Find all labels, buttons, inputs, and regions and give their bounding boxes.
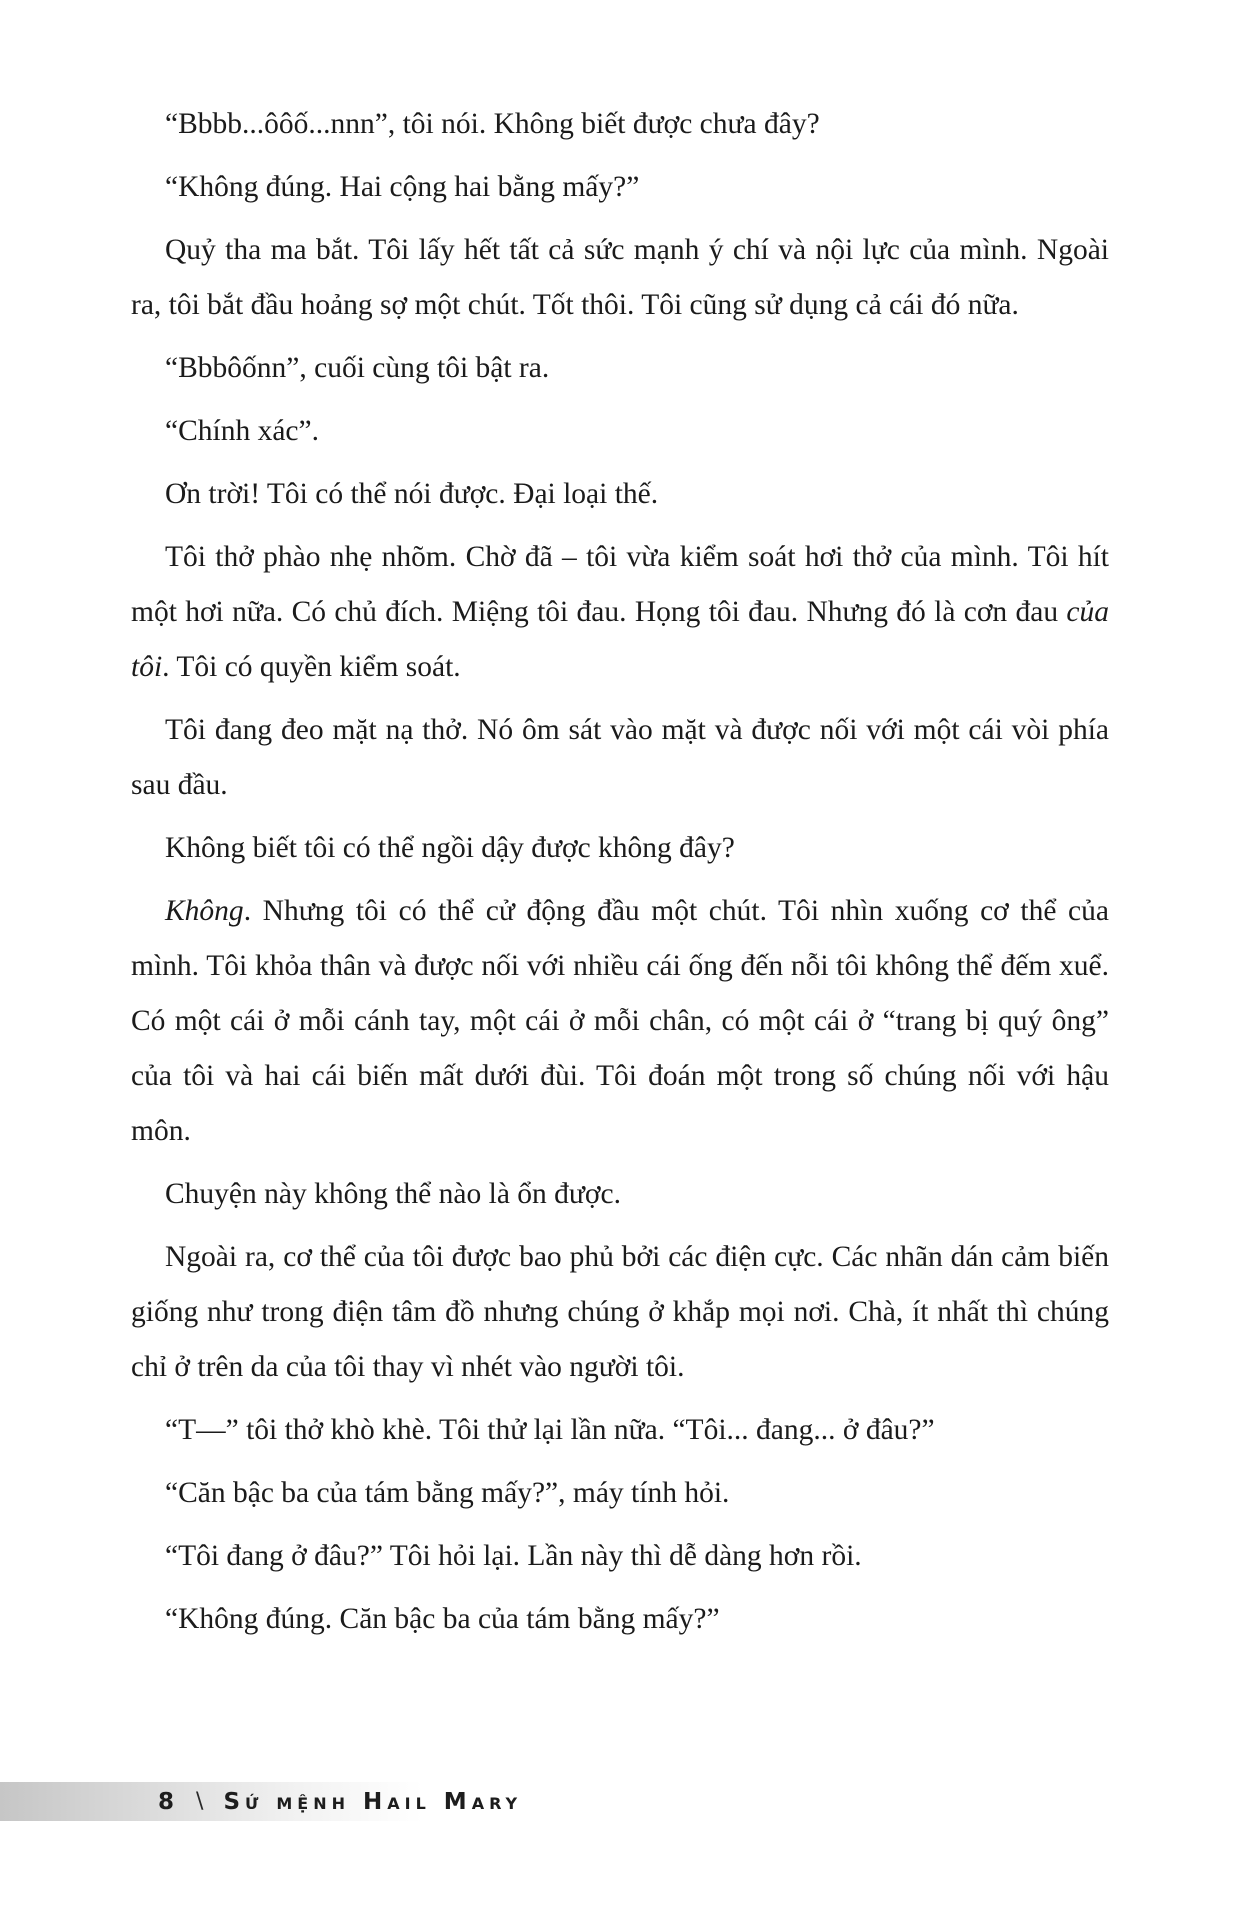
paragraph: “Tôi đang ở đâu?” Tôi hỏi lại. Lần này thì dễ dàng hơn rồi. bbox=[165, 1540, 862, 1572]
paragraph: Quỷ tha ma bắt. Tôi lấy hết tất cả sức mạnh ý chí và nội lực của mình. Ngoài ra, tôi bắt đầu hoảng sợ một chút. Tốt thôi. Tôi cũng sử dụng cả cái đó nữa. bbox=[131, 234, 1109, 321]
paragraph: “Bbbôốnn”, cuối cùng tôi bật ra. bbox=[165, 352, 550, 384]
paragraph: “Chính xác”. bbox=[165, 415, 319, 447]
paragraph: “Không đúng. Căn bậc ba của tám bằng mấy?” bbox=[165, 1603, 720, 1635]
running-footer bbox=[158, 1789, 522, 1815]
paragraph: Không biết tôi có thể ngồi dậy được không đây? bbox=[165, 832, 735, 864]
paragraph: “Không đúng. Hai cộng hai bằng mấy?” bbox=[165, 171, 640, 203]
paragraph: Ngoài ra, cơ thể của tôi được bao phủ bởi các điện cực. Các nhãn dán cảm biến giống như trong điện tâm đồ nhưng chúng ở khắp mọi nơi. Chà, ít nhất thì chúng chỉ ở trên da của tôi thay vì nhét vào người tôi. bbox=[131, 1241, 1109, 1383]
paragraph: Không. Nhưng tôi có thể cử động đầu một chút. Tôi nhìn xuống cơ thể của mình. Tôi khỏa thân và được nối với nhiều cái ống đến nỗi tôi không thể đếm xuể. Có một cái ở mỗi cánh tay, một cái ở mỗi chân, có một cái ở “trang bị quý ông” của tôi và hai cái biến mất dưới đùi. Tôi đoán một trong số chúng nối với hậu môn. bbox=[131, 895, 1109, 1147]
paragraph: “T—” tôi thở khò khè. Tôi thử lại lần nữa. “Tôi... đang... ở đâu?” bbox=[165, 1414, 935, 1446]
page-number: 8 bbox=[158, 1788, 177, 1815]
paragraph: Tôi thở phào nhẹ nhõm. Chờ đã – tôi vừa kiểm soát hơi thở của mình. Tôi hít một hơi nữa. Có chủ đích. Miệng tôi đau. Họng tôi đau. Nhưng đó là cơn đau của tôi. Tôi có quyền kiểm soát. bbox=[131, 541, 1109, 683]
paragraph: Tôi đang đeo mặt nạ thở. Nó ôm sát vào mặt và được nối với một cái vòi phía sau đầu. bbox=[131, 714, 1109, 801]
paragraph: Ơn trời! Tôi có thể nói được. Đại loại thế. bbox=[165, 478, 659, 510]
paragraph: Chuyện này không thể nào là ổn được. bbox=[165, 1178, 621, 1210]
paragraph: “Căn bậc ba của tám bằng mấy?”, máy tính hỏi. bbox=[165, 1477, 730, 1509]
footer-gradient-bar bbox=[0, 1782, 523, 1821]
paragraph: “Bbbb...ôôố...nnn”, tôi nói. Không biết được chưa đây? bbox=[165, 108, 820, 140]
page-text bbox=[131, 97, 1109, 1655]
footer-separator: \ bbox=[196, 1789, 204, 1814]
book-title: Sứ mệnh Hail Mary bbox=[223, 1788, 523, 1815]
